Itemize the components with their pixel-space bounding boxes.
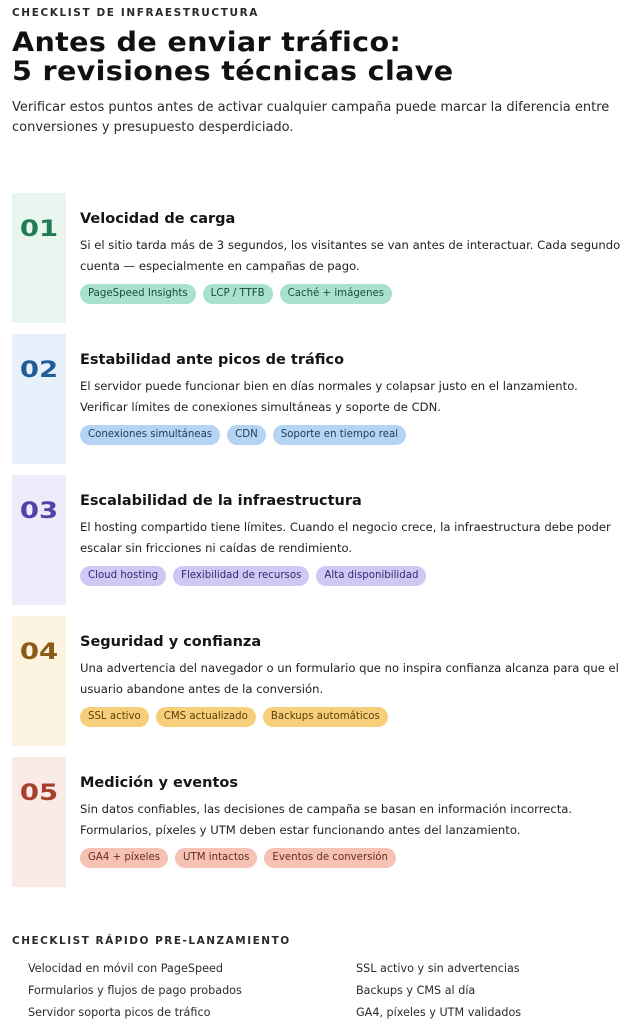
tag: GA4 + píxeles: [80, 848, 168, 868]
tag-list: [80, 425, 406, 445]
item-number: 03: [19, 499, 59, 524]
item-description: El hosting compartido tiene límites. Cuando el negocio crece, la infraestructura debe poder escalar sin fricciones ni caídas de rendimiento.: [80, 520, 611, 555]
quick-checklist-item: SSL activo y sin advertencias: [356, 962, 520, 975]
quick-checklist-item: Formularios y flujos de pago probados: [28, 984, 242, 997]
tag: Backups automáticos: [263, 707, 388, 727]
page-title: [12, 28, 622, 86]
tag: SSL activo: [80, 707, 149, 727]
quick-checklist-item: Velocidad en móvil con PageSpeed: [28, 962, 223, 975]
number-strip: [12, 757, 66, 887]
number-strip: [12, 616, 66, 746]
intro-text: Verificar estos puntos antes de activar cualquier campaña puede marcar la diferencia entre conversiones y presupuesto desperdiciado.: [12, 100, 610, 135]
tag-list: [80, 566, 426, 586]
tag: Eventos de conversión: [264, 848, 396, 868]
tag: CMS actualizado: [156, 707, 256, 727]
quick-checklist-right-column: [356, 958, 521, 1024]
eyebrow-label: CHECKLIST DE INFRAESTRUCTURA: [12, 7, 260, 19]
quick-checklist-item: Servidor soporta picos de tráfico: [28, 1006, 211, 1019]
checklist-item-4: [12, 616, 627, 746]
tag: UTM intactos: [175, 848, 257, 868]
checklist-item-3: [12, 475, 627, 605]
tag: Soporte en tiempo real: [273, 425, 406, 445]
item-title: Escalabilidad de la infraestructura: [80, 493, 362, 509]
item-description: El servidor puede funcionar bien en días normales y colapsar justo en el lanzamiento. Verificar límites de conexiones simultáneas y soporte de CDN.: [80, 379, 578, 414]
tag: Alta disponibilidad: [316, 566, 426, 586]
item-description: Si el sitio tarda más de 3 segundos, los visitantes se van antes de interactuar. Cada segundo cuenta — especialmente en campañas de pago.: [80, 238, 621, 273]
checklist-item-2: [12, 334, 627, 464]
tag: PageSpeed Insights: [80, 284, 196, 304]
item-title: Seguridad y confianza: [80, 634, 262, 650]
checklist-item-1: [12, 193, 627, 323]
tag-list: [80, 284, 392, 304]
tag: Caché + imágenes: [280, 284, 392, 304]
page-title-line-2: 5 revisiones técnicas clave: [12, 56, 454, 87]
quick-checklist-item: Backups y CMS al día: [356, 984, 476, 997]
number-strip: [12, 193, 66, 323]
item-title: Velocidad de carga: [80, 211, 236, 227]
quick-checklist-item: GA4, píxeles y UTM validados: [356, 1006, 522, 1019]
item-title: Estabilidad ante picos de tráfico: [80, 352, 345, 368]
item-number: 05: [19, 781, 59, 806]
tag-list: [80, 848, 396, 868]
number-strip: [12, 334, 66, 464]
item-description: Una advertencia del navegador o un formulario que no inspira confianza alcanza para que el usuario abandone antes de la conversión.: [80, 661, 619, 696]
item-number: 01: [19, 217, 59, 242]
quick-checklist-left-column: [28, 958, 242, 1024]
tag: Conexiones simultáneas: [80, 425, 220, 445]
tag: LCP / TTFB: [203, 284, 273, 304]
item-number: 04: [19, 640, 59, 665]
tag-list: [80, 707, 388, 727]
item-title: Medición y eventos: [80, 775, 238, 791]
quick-checklist-heading: CHECKLIST RÁPIDO PRE-LANZAMIENTO: [12, 935, 291, 947]
item-description: Sin datos confiables, las decisiones de campaña se basan en información incorrecta. Formularios, píxeles y UTM deben estar funcionando antes del lanzamiento.: [80, 802, 573, 837]
page-title-line-1: Antes de enviar tráfico:: [12, 27, 402, 58]
item-number: 02: [19, 358, 59, 383]
number-strip: [12, 475, 66, 605]
tag: CDN: [227, 425, 266, 445]
tag: Flexibilidad de recursos: [173, 566, 309, 586]
checklist-item-5: [12, 757, 627, 887]
tag: Cloud hosting: [80, 566, 166, 586]
